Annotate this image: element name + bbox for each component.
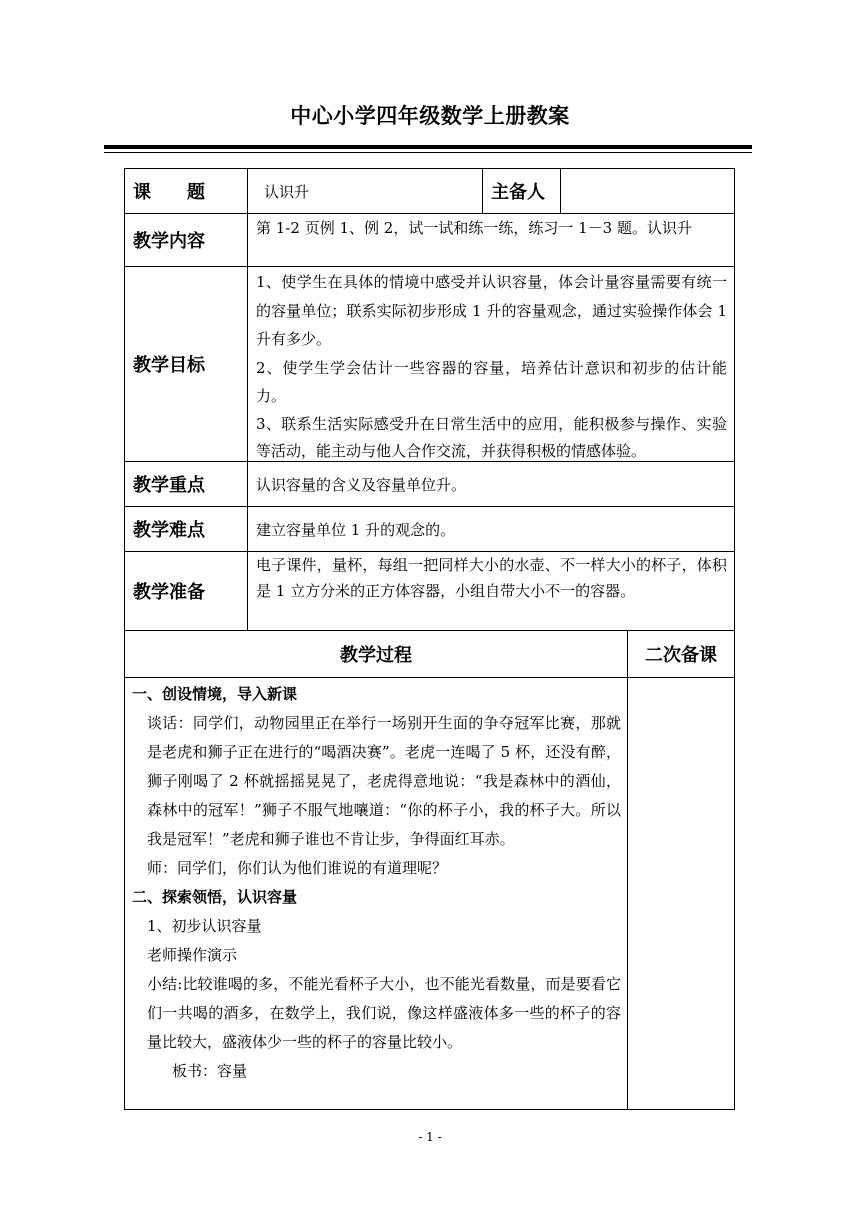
key-point-label: 教学重点: [124, 461, 248, 507]
page-number: - 1 -: [418, 1130, 442, 1144]
difficulty-text: 建立容量单位 1 升的观念的。: [247, 506, 735, 552]
preparation-text: 电子课件，量杯，每组一把同样大小的水壶、不一样大小的杯子，体积是 1 立方分米的正方体容器，小组自带大小不一的容器。: [247, 551, 735, 631]
title-rule-thick: [104, 145, 752, 149]
preparer-value: [560, 168, 735, 214]
process-header: 教学过程: [124, 630, 628, 678]
key-point-text: 认识容量的含义及容量单位升。: [247, 461, 735, 507]
objectives-text: [247, 266, 735, 462]
section1-paragraph-1: 谈话：同学们，动物园里正在举行一场别开生面的争夺冠军比赛，那就是老虎和狮子正在进行的“喝酒决赛”。老虎一连喝了 5 杯，还没有醉，狮子刚喝了 2 杯就摇摇晃晃了，老虎得意地说：“我是森林中的酒仙，森林中的冠军！”狮子不服气地嚷道：“你的杯子小，我的杯子大。所以我是冠军！”老虎和狮子谁也不肯让步，争得面红耳赤。: [147, 714, 621, 848]
document-title: 中心小学四年级数学上册教案: [290, 104, 570, 128]
section2-subheading-1: 1、初步认识容量: [147, 917, 262, 935]
preparer-label: 主备人: [482, 168, 561, 214]
content-label: 教学内容: [124, 213, 248, 267]
objective-item-3: 3、联系生活实际感受升在日常生活中的应用，能积极参与操作、实验等活动，能主动与他人合作交流，并获得积极的情感体验。: [256, 414, 727, 460]
section1-heading: 一、创设情境，导入新课: [132, 685, 298, 703]
section2-paragraph-1: 老师操作演示: [147, 946, 238, 964]
section2-heading: 二、探索领悟，认识容量: [132, 888, 298, 906]
content-text: 第 1-2 页例 1、例 2，试一试和练一练，练习一 1－3 题。认识升: [247, 213, 735, 267]
preparation-label: 教学准备: [124, 551, 248, 631]
objective-item-2: 2、使学生学会估计一些容器的容量，培养估计意识和初步的估计能力。: [256, 358, 727, 405]
process-body: [124, 677, 628, 1110]
difficulty-label: 教学难点: [124, 506, 248, 552]
objective-item-1: 1、使学生在具体的情境中感受并认识容量，体会计量容量需要有统一的容量单位；联系实际初步形成 1 升的容量观念，通过实验操作体会 1 升有多少。: [256, 273, 727, 348]
section1-paragraph-2: 师：同学们，你们认为他们谁说的有道理呢？: [147, 859, 448, 877]
section2-paragraph-2: 小结:比较谁喝的多，不能光看杯子大小，也不能光看数量，而是要看它们一共喝的酒多，在数学上，我们说，像这样盛液体多一些的杯子的容量比较大，盛液体少一些的杯子的容量比较小。: [147, 975, 621, 1051]
topic-label: 课 题: [124, 168, 248, 214]
section2-paragraph-3: 板书：容量: [172, 1062, 248, 1080]
title-rule-thin: [104, 152, 752, 153]
notes-body: [627, 677, 735, 1110]
notes-header: 二次备课: [627, 630, 735, 678]
topic-value: 认识升: [247, 168, 483, 214]
objectives-label: 教学目标: [124, 266, 248, 462]
lesson-plan-table: [124, 168, 735, 1110]
